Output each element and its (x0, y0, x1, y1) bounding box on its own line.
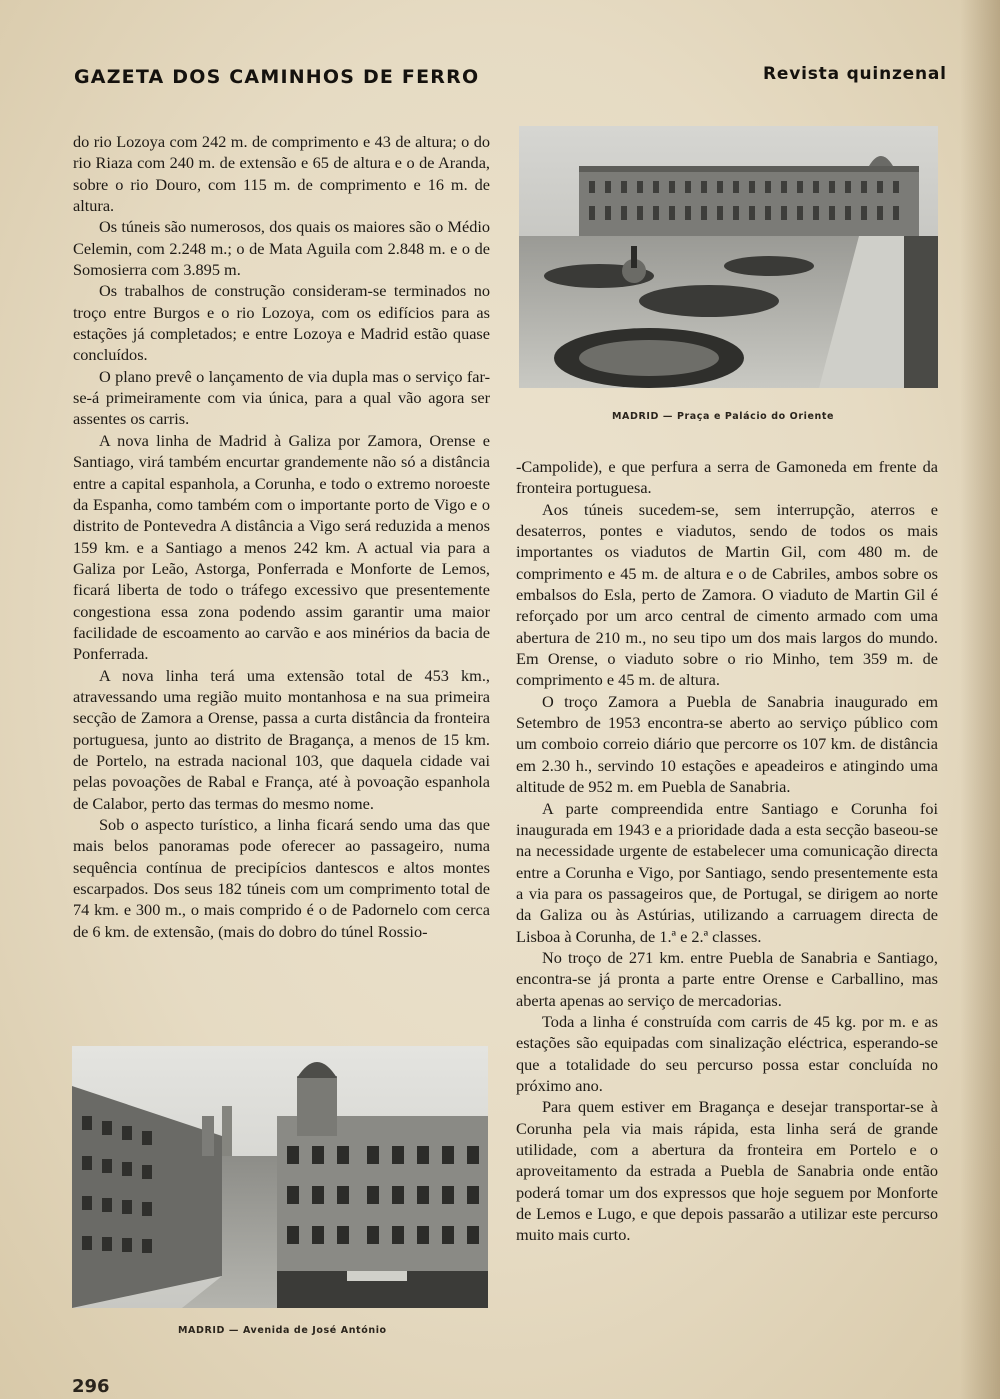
paragraph: A nova linha terá uma extensão total de 453 km., atravessando uma região muito montanhosa e na sua primeira secção de Zamora a Orense, passa a curta distância da fronteira portuguesa, junto ao distrito de Bragança, a menos de 15 km. de Portelo, na estrada nacional 103, que daquela cidade vai pelas povoações de Rabal e França, até à povoação espanhola de Calabor, perto das termas do mesmo nome. (73, 665, 490, 813)
paragraph: O plano prevê o lançamento de via dupla mas o serviço far-se-á primeiramente com via única, para a qual vão agora ser assentes os carris. (73, 366, 490, 429)
paragraph: -Campolide), e que perfura a serra de Gamoneda em frente da fronteira portuguesa. (516, 457, 938, 498)
paragraph: O troço Zamora a Puebla de Sanabria inaugurado em Setembro de 1953 encontra-se aberto ao serviço público com um comboio correio diário que percorre os 107 km. de distância em 2.30 h., servindo 10 estações e apeadeiros e atingindo uma altitude de 952 m. em Puebla de Sanabria. (516, 691, 938, 797)
right-column (516, 456, 938, 1246)
paragraph: Os túneis são numerosos, dos quais os maiores são o Médio Celemin, com 2.248 m.; o de Mata Aguila com 2.848 m. e o de Somosierra com 3.895 m. (73, 217, 490, 280)
paragraph: Sob o aspecto turístico, a linha ficará sendo uma das que mais belos panoramas pode oferecer ao passageiro, numa sequência contínua de precipícios dantescos e altos montes escarpados. Dos seus 182 túneis com um comprimento total de 74 km. e 300 m., o mais comprido é o de Padornelo com cerca de 6 km. de extensão, (mais do dobro do túnel Rossio- (73, 815, 490, 941)
palace-photo-caption: MADRID — Praça e Palácio do Oriente (612, 411, 835, 422)
avenue-photo (72, 1046, 488, 1308)
paragraph: A parte compreendida entre Santiago e Corunha foi inaugurada em 1943 e a prioridade dada a esta secção baseou-se na necessidade urgente de estabelecer uma comunicação directa entre a Corunha e Vigo, por Santiago, sendo presentemente esta a via para os passageiros que, de Portugal, se dirigem ao norte da Galiza ou às Astúrias, utilizando a carruagem directa de Lisboa à Corunha, de 1.ª e 2.ª classes. (516, 798, 938, 946)
palace-photo (519, 126, 938, 388)
magazine-subtitle: Revista quinzenal (763, 64, 947, 84)
paragraph: Aos túneis sucedem-se, sem interrupção, aterros e desaterros, pontes e viadutos, sendo de todos os mais importantes os viadutos de Martin Gil, com 480 m. de comprimento e 45 m. de altura e o de Cabriles, ambos sobre os embalsos do Esla, perto de Zamora. O viaduto de Martin Gil é reforçado por um arco central de cimento armado com uma abertura de 210 m., no seu tipo um dos mais largos do mundo. Em Orense, o viaduto sobre o rio Minho, tem 359 m. de comprimento e 45 m. de altura. (516, 499, 938, 690)
page-number: 296 (72, 1376, 110, 1397)
paragraph: Os trabalhos de construção consideram-se terminados no troço entre Burgos e o rio Lozoya, com os edifícios para as estações já completados; e entre Lozoya e Madrid estão quase concluídos. (73, 281, 490, 365)
paragraph: A nova linha de Madrid à Galiza por Zamora, Orense e Santiago, virá também encurtar grandemente não só a distância entre a capital espanhola, a Corunha, e todo o extremo noroeste da Espanha, como também com o importante porto de Vigo e o distrito de Pontevedra A distância a Vigo será reduzida a menos 159 km. e a Santiago a menos 242 km. A actual via para a Galiza por Leão, Astorga, Ponferrada e Monforte de Lemos, ficará liberta de todo o tráfego excessivo que presentemente congestiona essa zona podendo assim garantir uma maior facilidade de escoamento ao carvão e aos minérios da bacia de Ponferrada. (73, 430, 490, 664)
avenue-photo-caption: MADRID — Avenida de José António (178, 1325, 387, 1336)
paragraph: do rio Lozoya com 242 m. de comprimento e 43 de altura; o do rio Riaza com 240 m. de extensão e 65 de altura e o de Aranda, sobre o rio Douro, com 115 m. de comprimento e 16 m. de altura. (73, 132, 490, 216)
paragraph: No troço de 271 km. entre Puebla de Sanabria e Santiago, encontra-se já pronta a parte entre Orense e Carballino, mas aberta apenas ao serviço de mercadorias. (516, 947, 938, 1010)
paragraph: Toda a linha é construída com carris de 45 kg. por m. e as estações são equipadas com sinalização eléctrica, esperando-se que a totalidade do seu percurso possa estar concluída no próximo ano. (516, 1011, 938, 1095)
magazine-title: GAZETA DOS CAMINHOS DE FERRO (74, 66, 480, 88)
paragraph: Para quem estiver em Bragança e desejar transportar-se à Corunha pela via mais rápida, esta linha será de grande utilidade, com a abertura da fronteira em Portelo e o aproveitamento da estrada a Puebla de Sanabria onde então poderá tomar um dos expressos que hoje seguem por Monforte de Lemos e Lugo, e que depois passarão a utilizar este percurso muito mais curto. (516, 1097, 938, 1245)
left-column (73, 131, 490, 942)
page-edge-shadow (960, 0, 1000, 1399)
